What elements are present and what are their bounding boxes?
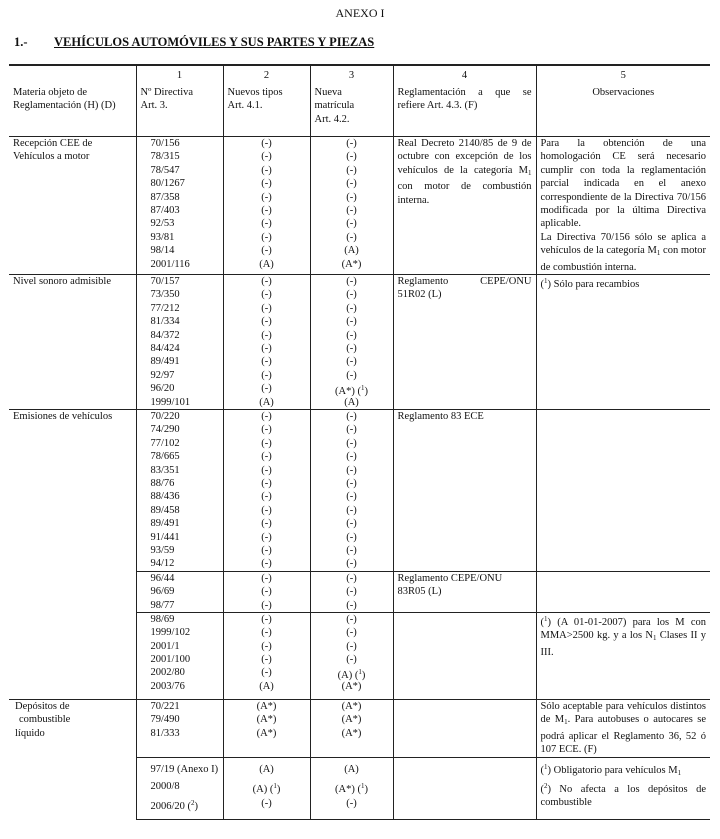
subject-cell: Nivel sonoro admisible <box>13 276 111 288</box>
col-new-types-header: Nuevos tipos <box>227 87 283 98</box>
regulation-cell: Reglamento CEPE/ONU 51R02 (L) <box>393 275 536 410</box>
section-heading <box>14 35 374 50</box>
subject-cell: Depósitos de <box>15 700 70 712</box>
directive-list: 70/221 79/490 81/333 <box>136 699 223 757</box>
directive-list: 70/157 73/350 77/212 81/334 84/372 84/424 89/491 92/97 96/20 1999/101 <box>136 275 223 410</box>
observations-cell: ($^1$) Obligatorio para vehículos $M_1$ ($^2$) No afecta a los depósitos de combustible <box>536 757 710 819</box>
observations-cell: Para la obtención de una homologación CE será necesario cumplir con toda la reglamentación parcial indicada en el anexo correspondiente de la Directiva 70/156 modificada por la última Directiva aplicable. La Directiva 70/156 sólo se aplica a vehículos de la categoría $M_1$ con motor de combustión interna. <box>536 137 710 275</box>
observations-cell: ($^1$) (A 01-01-2007) para los M con MMA>2500 kg. y a los $N_1$ Clases II y III. <box>536 612 710 699</box>
col-registration-header: Nueva <box>314 87 342 98</box>
registration-list: (-) (-) (-) <box>310 571 393 612</box>
regulation-table <box>9 64 710 820</box>
new-types-list: (A*) (A*) (A*) <box>223 699 310 757</box>
col-number: 1 <box>176 70 183 81</box>
document-title: ANEXO I <box>335 6 385 20</box>
table-header-row: Materia objeto de Reglamentación (H) (D) 1 Nº Directiva Art. 3. 2 Nuevos tipos Art. 4.1. 3 Nueva matrícula Art. 4.2. 4 Reglamentación a que se refiere Art. 4.3. (F) 5 Observaciones <box>9 65 710 137</box>
directive-list: 97/19 (Anexo I) 2000/8 2006/20 ($^2$) <box>136 757 223 819</box>
table-row: Recepción CEE de Vehículos a motor 70/156 78/315 78/547 80/1267 87/358 87/403 92/53 93/81 98/14 2001/116 (-) (-) (-) (-) (-) (-) (-) (-) (-) (A) (-) (-) (-) (-) (-) (-) (-) (-) (A) (A*) Real Decreto 2140/85 de 9 de octubre con excepción de los vehículos de la categoría $M_1$ con motor de combustión interna. Para la obtención de una homologación CE será necesario cumplir con toda la reglamentación parcial indicada en el anexo correspondiente de la Directiva 70/156 modificada por la última Directiva aplicable. La Directiva 70/156 sólo se aplica a vehículos de la categoría $M_1$ con motor de combustión interna. <box>9 137 710 275</box>
col-observations-header: Observaciones <box>592 87 655 98</box>
registration-list: (-) (-) (-) (-) (-) (-) (-) (-) (-) (-) (-) (-) <box>310 410 393 572</box>
new-types-list: (-) (-) (-) <box>223 571 310 612</box>
new-types-list: (-) (-) (-) (-) (-) (-) (-) (-) (-) (A) <box>223 275 310 410</box>
new-types-list: (A) (A) ($^1$) (-) <box>223 757 310 819</box>
directive-list: 70/156 78/315 78/547 80/1267 87/358 87/403 92/53 93/81 98/14 2001/116 <box>136 137 223 275</box>
registration-list: (A*) (A*) (A*) <box>310 699 393 757</box>
subject-cell: Emisiones de vehículos <box>13 411 113 423</box>
new-types-list: (-) (-) (-) (-) (-) (-) (-) (-) (-) (-) (-) (-) <box>223 410 310 572</box>
directive-list: 96/44 96/69 98/77 <box>136 571 223 612</box>
col-number: 4 <box>461 70 468 81</box>
observations-cell: ($^1$) Sólo para recambios <box>536 275 710 410</box>
col-number: 3 <box>348 70 355 81</box>
col-regulation-header: Reglamentación a que se refiere Art. 4.3. (F) <box>397 87 532 112</box>
col-number: 2 <box>263 70 270 81</box>
registration-list: (-) (-) (-) (-) (-) (-) (-) (-) (A*) ($^1$) (A) <box>310 275 393 410</box>
col-number: 5 <box>620 70 626 81</box>
section-number: 1.- <box>14 35 28 49</box>
regulation-cell: Reglamento CEPE/ONU 83R05 (L) <box>393 571 536 612</box>
registration-list: (-) (-) (-) (-) (A) ($^1$) (A*) <box>310 612 393 699</box>
regulation-cell: Real Decreto 2140/85 de 9 de octubre con excepción de los vehículos de la categoría $M_1$ con motor de combustión interna. <box>393 137 536 275</box>
table-row <box>9 275 710 410</box>
subject-cell: Recepción CEE de <box>13 138 93 149</box>
new-types-list: (-) (-) (-) (-) (-) (A) <box>223 612 310 699</box>
registration-list: (A) (A*) ($^1$) (-) <box>310 757 393 819</box>
table-row: Depósitos de combustible líquido 70/221 79/490 81/333 (A*) (A*) (A*) (A*) (A*) (A*) Sólo aceptable para vehículos distintos de $M_1$. Para autobuses o autocares se podrá aplicar el Reglamento 36, 52 ó 107 ECE. (F) <box>9 699 710 757</box>
observations-cell: Sólo aceptable para vehículos distintos de $M_1$. Para autobuses o autocares se podrá aplicar el Reglamento 36, 52 ó 107 ECE. (F) <box>536 699 710 757</box>
directive-list: 70/220 74/290 77/102 78/665 83/351 88/76 88/436 89/458 89/491 91/441 93/59 94/12 <box>136 410 223 572</box>
table-row <box>9 410 710 572</box>
new-types-list: (-) (-) (-) (-) (-) (-) (-) (-) (-) (A) <box>223 137 310 275</box>
regulation-cell: Reglamento 83 ECE <box>393 410 536 572</box>
registration-list: (-) (-) (-) (-) (-) (-) (-) (-) (A) (A*) <box>310 137 393 275</box>
col-directive-header: Nº Directiva <box>140 87 194 98</box>
col-subject-header: Materia objeto de <box>13 87 88 98</box>
directive-list: 98/69 1999/102 2001/1 2001/100 2002/80 2003/76 <box>136 612 223 699</box>
section-title: VEHÍCULOS AUTOMÓVILES Y SUS PARTES Y PIEZAS <box>54 35 375 49</box>
